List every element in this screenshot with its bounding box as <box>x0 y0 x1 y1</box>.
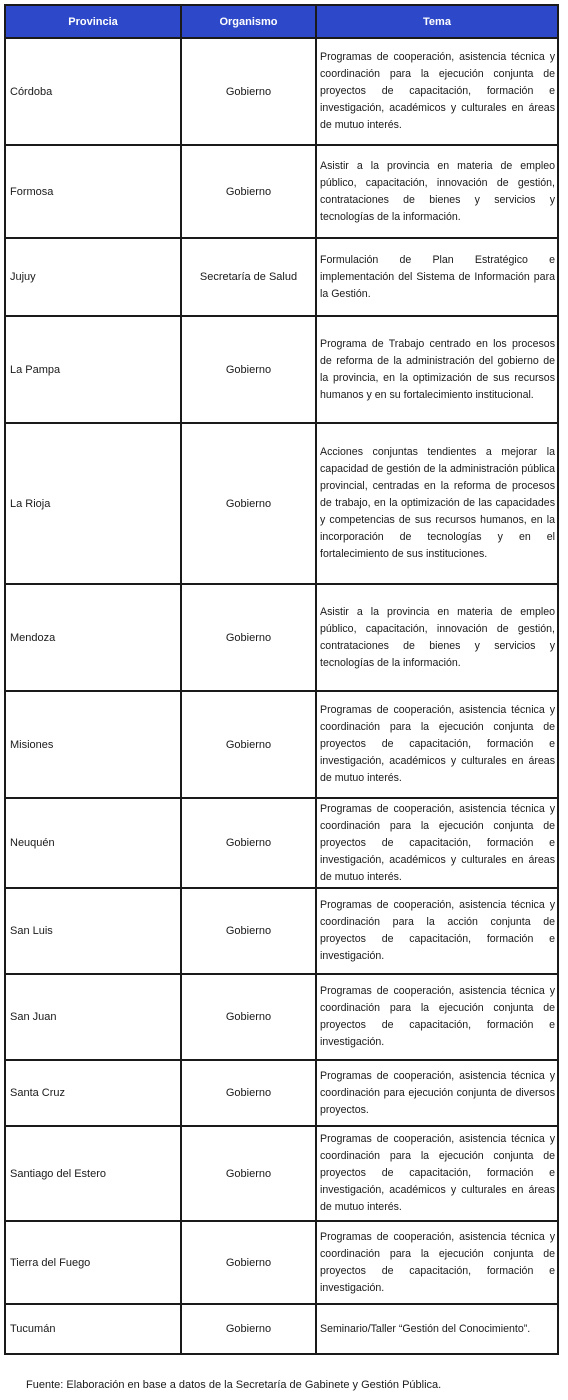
header-provincia: Provincia <box>5 5 181 38</box>
organismo-cell: Secretaría de Salud <box>181 238 316 316</box>
tema-cell: Programas de cooperación, asistencia técnica y coordinación para la ejecución conjunta de proyectos de capacitación, formación e investigación, académicos y culturales en áreas de mutuo interés. <box>316 798 558 888</box>
provincia-cell: Mendoza <box>5 584 181 691</box>
tema-cell: Programas de cooperación, asistencia técnica y coordinación para la ejecución conjunta de proyectos de capacitación, formación e investigación, académicos y culturales en áreas de mutuo interés. <box>316 691 558 798</box>
organismo-cell: Gobierno <box>181 423 316 584</box>
organismo-cell: Gobierno <box>181 888 316 974</box>
provincia-cell: Jujuy <box>5 238 181 316</box>
organismo-cell: Gobierno <box>181 1304 316 1354</box>
organismo-cell: Gobierno <box>181 38 316 145</box>
provincia-cell: Tierra del Fuego <box>5 1221 181 1304</box>
provincia-cell: Formosa <box>5 145 181 238</box>
tema-cell: Programas de cooperación, asistencia técnica y coordinación para la ejecución conjunta de proyectos de capacitación, formación e investigación, académicos y culturales en áreas de mutuo interés. <box>316 1126 558 1221</box>
table-row <box>5 1126 558 1221</box>
organismo-cell: Gobierno <box>181 145 316 238</box>
tema-cell: Programas de cooperación, asistencia técnica y coordinación para la acción conjunta de proyectos de capacitación, formación e investigación. <box>316 888 558 974</box>
tema-cell: Seminario/Taller “Gestión del Conocimiento”. <box>316 1304 558 1354</box>
table-row <box>5 798 558 888</box>
provincia-cell: Santiago del Estero <box>5 1126 181 1221</box>
tema-cell: Programas de cooperación, asistencia técnica y coordinación para ejecución conjunta de diversos proyectos. <box>316 1060 558 1126</box>
source-note: Fuente: Elaboración en base a datos de la Secretaría de Gabinete y Gestión Pública. <box>26 1379 442 1391</box>
table-row <box>5 145 558 238</box>
tema-cell: Programas de cooperación, asistencia técnica y coordinación para la ejecución conjunta de proyectos de capacitación, formación e investigación. <box>316 1221 558 1304</box>
table-row <box>5 974 558 1060</box>
organismo-cell: Gobierno <box>181 691 316 798</box>
organismo-cell: Gobierno <box>181 1060 316 1126</box>
table-row <box>5 691 558 798</box>
provincia-cell: Córdoba <box>5 38 181 145</box>
table-row <box>5 584 558 691</box>
organismo-cell: Gobierno <box>181 1126 316 1221</box>
provincia-cell: La Pampa <box>5 316 181 423</box>
provincia-cell: San Juan <box>5 974 181 1060</box>
tema-cell: Formulación de Plan Estratégico e implementación del Sistema de Información para la Gestión. <box>316 238 558 316</box>
table-row <box>5 423 558 584</box>
table-row <box>5 1304 558 1354</box>
organismo-cell: Gobierno <box>181 584 316 691</box>
provincia-cell: Santa Cruz <box>5 1060 181 1126</box>
organismo-cell: Gobierno <box>181 1221 316 1304</box>
provincia-cell: Misiones <box>5 691 181 798</box>
table-row <box>5 38 558 145</box>
provincia-cell: Neuquén <box>5 798 181 888</box>
organismo-cell: Gobierno <box>181 974 316 1060</box>
tema-cell: Asistir a la provincia en materia de empleo público, capacitación, innovación de gestión, contrataciones de bienes y servicios y tecnologías de la información. <box>316 584 558 691</box>
table-row <box>5 1221 558 1304</box>
provincia-cell: San Luis <box>5 888 181 974</box>
header-organismo: Organismo <box>181 5 316 38</box>
table-row <box>5 888 558 974</box>
table-body <box>5 38 558 1354</box>
provincia-cell: La Rioja <box>5 423 181 584</box>
tema-cell: Programas de cooperación, asistencia técnica y coordinación para la ejecución conjunta de proyectos de capacitación, formación e investigación, académicos y culturales en áreas de mutuo interés. <box>316 38 558 145</box>
table-row <box>5 238 558 316</box>
table-row <box>5 1060 558 1126</box>
tema-cell: Acciones conjuntas tendientes a mejorar la capacidad de gestión de la administración pública provincial, centradas en la reforma de procesos de trabajo, en la optimización de las capacidades y competencias de sus recursos humanos, en la incorporación de tecnologías y en el fortalecimiento de sus instituciones. <box>316 423 558 584</box>
provincia-cell: Tucumán <box>5 1304 181 1354</box>
tema-cell: Asistir a la provincia en materia de empleo público, capacitación, innovación de gestión, contrataciones de bienes y servicios y tecnologías de la información. <box>316 145 558 238</box>
tema-cell: Programas de cooperación, asistencia técnica y coordinación para la ejecución conjunta de proyectos de capacitación, formación e investigación. <box>316 974 558 1060</box>
header-row <box>5 5 558 38</box>
convenios-table <box>4 4 559 1355</box>
organismo-cell: Gobierno <box>181 798 316 888</box>
tema-cell: Programa de Trabajo centrado en los procesos de reforma de la administración del gobierno de la provincia, en la optimización de sus recursos humanos y en su fortalecimiento institucional. <box>316 316 558 423</box>
table-row <box>5 316 558 423</box>
organismo-cell: Gobierno <box>181 316 316 423</box>
header-tema: Tema <box>316 5 558 38</box>
